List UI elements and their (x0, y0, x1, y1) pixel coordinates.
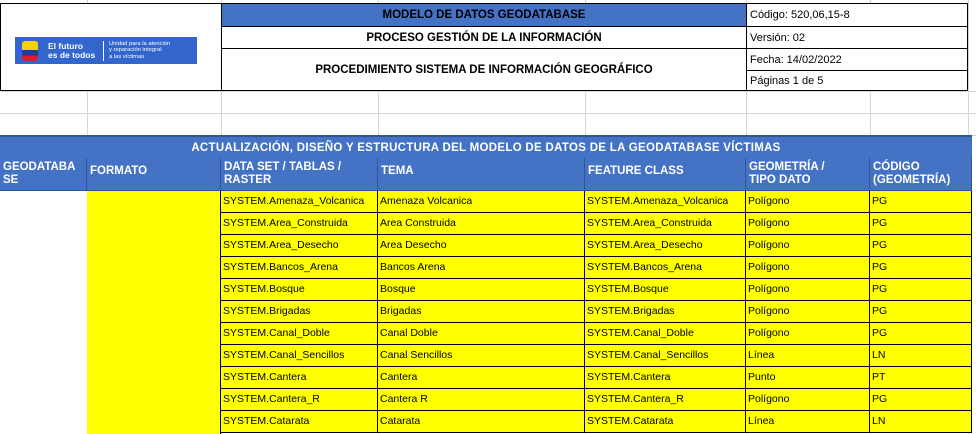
column-header-formato: FORMATO (87, 158, 221, 191)
geometry-cell[interactable]: Polígono (746, 279, 870, 301)
geometry-code-cell[interactable]: PG (870, 257, 972, 279)
table-row (0, 345, 976, 367)
geometry-code-cell[interactable]: PG (870, 213, 972, 235)
geometry-code-cell[interactable]: PG (870, 279, 972, 301)
feature-class-cell[interactable]: SYSTEM.Area_Desecho (585, 235, 746, 257)
tema-cell[interactable]: Canal Doble (378, 323, 585, 345)
dataset-cell[interactable]: SYSTEM.Catarata (221, 411, 378, 433)
geometry-cell[interactable]: Polígono (746, 323, 870, 345)
dataset-cell[interactable]: SYSTEM.Area_Desecho (221, 235, 378, 257)
tema-cell[interactable]: Bancos Arena (378, 257, 585, 279)
geometry-cell[interactable]: Polígono (746, 257, 870, 279)
feature-class-cell[interactable]: SYSTEM.Bancos_Arena (585, 257, 746, 279)
dataset-cell[interactable]: SYSTEM.Bosque (221, 279, 378, 301)
dataset-cell[interactable]: SYSTEM.Bancos_Arena (221, 257, 378, 279)
procedure-title: PROCEDIMIENTO SISTEMA DE INFORMACIÓN GEOGRÁFICO (221, 48, 747, 91)
table-row (0, 213, 976, 235)
geometry-cell[interactable]: Punto (746, 367, 870, 389)
geometry-code-cell[interactable]: PG (870, 323, 972, 345)
table-row (0, 279, 976, 301)
geometry-cell[interactable]: Polígono (746, 213, 870, 235)
dataset-cell[interactable]: SYSTEM.Canal_Doble (221, 323, 378, 345)
dataset-cell[interactable]: SYSTEM.Brigadas (221, 301, 378, 323)
geometry-code-cell[interactable]: LN (870, 345, 972, 367)
dataset-cell[interactable]: SYSTEM.Cantera_R (221, 389, 378, 411)
table-row (0, 323, 976, 345)
feature-class-cell[interactable]: SYSTEM.Area_Construida (585, 213, 746, 235)
geometry-cell[interactable]: Polígono (746, 191, 870, 213)
feature-class-cell[interactable]: SYSTEM.Brigadas (585, 301, 746, 323)
dataset-cell[interactable]: SYSTEM.Amenaza_Volcanica (221, 191, 378, 213)
column-header-dataset: DATA SET / TABLAS / RASTER (221, 158, 378, 191)
table-row (0, 191, 976, 213)
geometry-cell[interactable]: Línea (746, 411, 870, 433)
geometry-cell[interactable]: Polígono (746, 301, 870, 323)
table-row (0, 389, 976, 411)
feature-class-cell[interactable]: SYSTEM.Amenaza_Volcanica (585, 191, 746, 213)
document-title: MODELO DE DATOS GEODATABASE (221, 3, 747, 27)
tema-cell[interactable]: Brigadas (378, 301, 585, 323)
dataset-cell[interactable]: SYSTEM.Canal_Sencillos (221, 345, 378, 367)
table-row (0, 257, 976, 279)
column-header-codigo: CÓDIGO (GEOMETRÍA) (870, 158, 972, 191)
geometry-code-cell[interactable]: LN (870, 411, 972, 433)
geometry-code-cell[interactable]: PG (870, 301, 972, 323)
table-row (0, 235, 976, 257)
tema-cell[interactable]: Canal Sencillos (378, 345, 585, 367)
document-pages: Páginas 1 de 5 (746, 70, 968, 91)
tema-cell[interactable]: Area Desecho (378, 235, 585, 257)
feature-class-cell[interactable]: SYSTEM.Cantera (585, 367, 746, 389)
geometry-code-cell[interactable]: PG (870, 235, 972, 257)
table-row (0, 301, 976, 323)
feature-class-cell[interactable]: SYSTEM.Canal_Sencillos (585, 345, 746, 367)
section-banner: ACTUALIZACIÓN, DISEÑO Y ESTRUCTURA DEL MODELO DE DATOS DE LA GEODATABASE VÍCTIMAS (0, 135, 972, 158)
geometry-cell[interactable]: Línea (746, 345, 870, 367)
geometry-code-cell[interactable]: PG (870, 389, 972, 411)
document-code: Código: 520,06,15-8 (746, 3, 968, 27)
tema-cell[interactable]: Catarata (378, 411, 585, 433)
column-header-tema: TEMA (378, 158, 585, 191)
logo-cell (0, 3, 222, 91)
document-date: Fecha: 14/02/2022 (746, 48, 968, 71)
geometry-code-cell[interactable]: PT (870, 367, 972, 389)
document-version: Versión: 02 (746, 26, 968, 49)
column-header-geometria: GEOMETRÍA / TIPO DATO (746, 158, 870, 191)
entity-logo: El futuro es de todos Unidad para la atención y reparación integral a las víctimas (15, 37, 197, 64)
feature-class-cell[interactable]: SYSTEM.Bosque (585, 279, 746, 301)
geometry-code-cell[interactable]: PG (870, 191, 972, 213)
tema-cell[interactable]: Amenaza Volcanica (378, 191, 585, 213)
geometry-cell[interactable]: Polígono (746, 235, 870, 257)
feature-class-cell[interactable]: SYSTEM.Cantera_R (585, 389, 746, 411)
table-row (0, 367, 976, 389)
coat-of-arms-icon (18, 39, 42, 63)
tema-cell[interactable]: Bosque (378, 279, 585, 301)
feature-class-cell[interactable]: SYSTEM.Canal_Doble (585, 323, 746, 345)
tema-cell[interactable]: Cantera R (378, 389, 585, 411)
geometry-cell[interactable]: Polígono (746, 389, 870, 411)
tema-cell[interactable]: Area Construida (378, 213, 585, 235)
table-row (0, 411, 976, 433)
feature-class-cell[interactable]: SYSTEM.Catarata (585, 411, 746, 433)
tema-cell[interactable]: Cantera (378, 367, 585, 389)
column-header-geodatabase: GEODATABA SE (0, 158, 87, 191)
dataset-cell[interactable]: SYSTEM.Cantera (221, 367, 378, 389)
column-header-feature-class: FEATURE CLASS (585, 158, 746, 191)
dataset-cell[interactable]: SYSTEM.Area_Construida (221, 213, 378, 235)
process-title: PROCESO GESTIÓN DE LA INFORMACIÓN (221, 26, 747, 49)
